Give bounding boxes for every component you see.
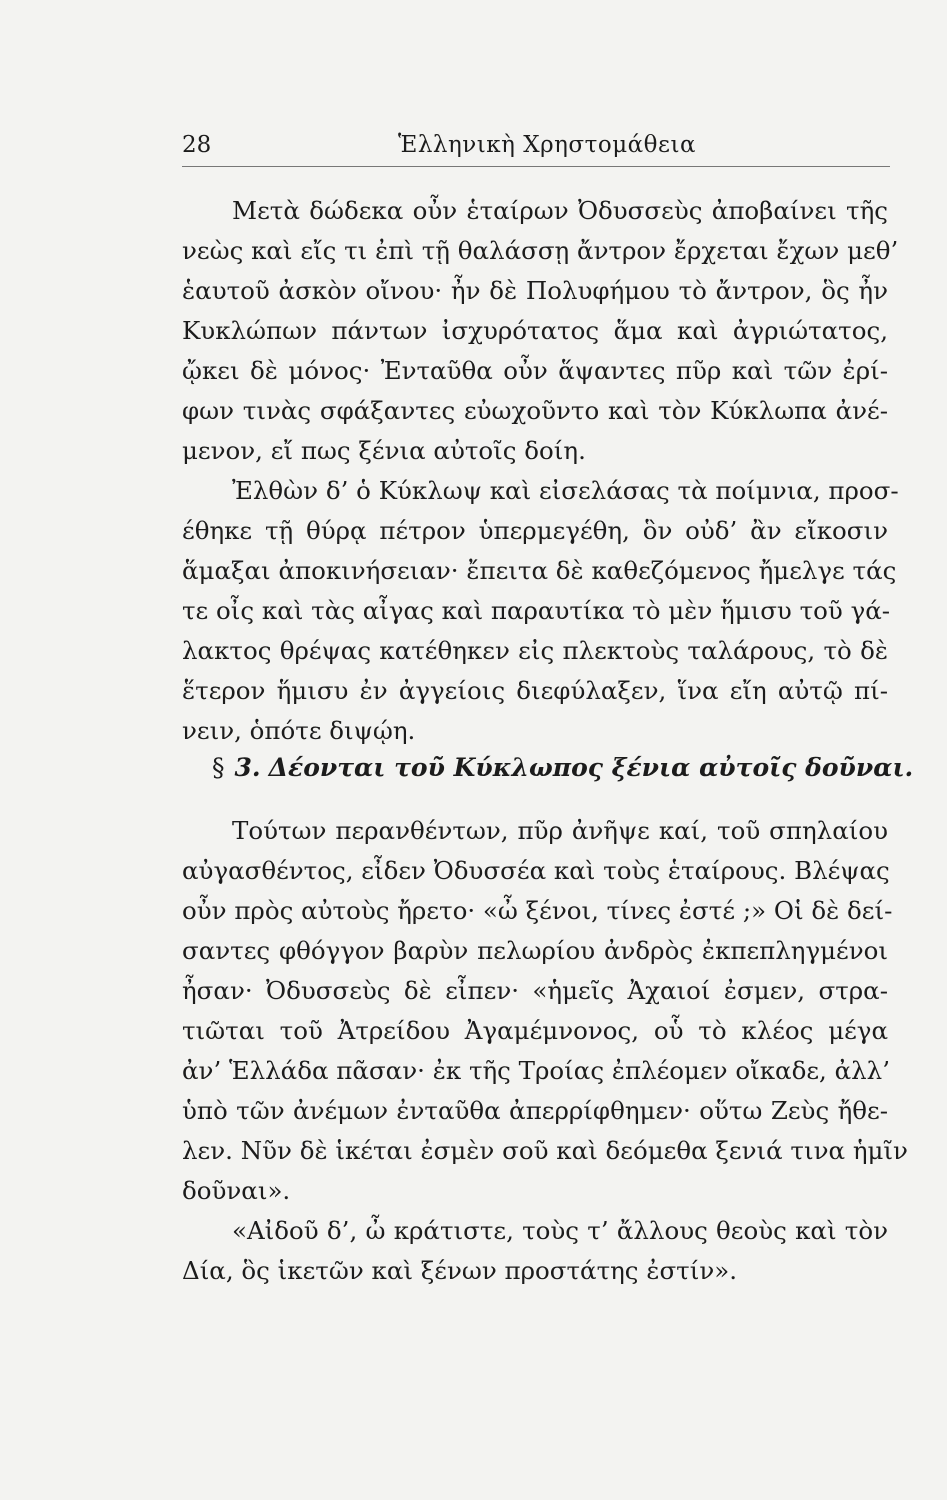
text-line: μενον, εἴ πως ξένια αὐτοῖς δοίη. xyxy=(182,436,586,465)
text-line: ἦσαν· Ὀδυσσεὺς δὲ εἶπεν· «ἡμεῖς Ἀχαιοί ἐσμεν, στρα- xyxy=(182,976,888,1005)
running-title: Ἑλληνικὴ Χρηστομάθεια xyxy=(398,132,696,158)
section-title: Δέονται τοῦ Κύκλωπος ξένια αὐτοῖς δοῦναι. xyxy=(268,753,914,782)
section-symbol: § xyxy=(212,753,225,782)
text-line: Τούτων περανθέντων, πῦρ ἀνῆψε καί, τοῦ σπηλαίου xyxy=(232,816,888,845)
text-line: Κυκλώπων πάντων ἰσχυρότατος ἅμα καὶ ἀγριώτατος, xyxy=(182,316,888,345)
text-line: Μετὰ δώδεκα οὖν ἑταίρων Ὀδυσσεὺς ἀποβαίνει τῆς xyxy=(232,196,888,225)
text-line: έθηκε τῇ θύρᾳ πέτρον ὑπερμεγέθη, ὃν οὐδ’ ἂν εἴκοσιν xyxy=(182,516,888,545)
text-line: νεὼς καὶ εἴς τι ἐπὶ τῇ θαλάσσῃ ἄντρον ἔρχεται ἔχων μεθ’ xyxy=(182,236,899,265)
text-line: δοῦναι». xyxy=(182,1176,291,1205)
text-line: λεν. Νῦν δὲ ἱκέται ἐσμὲν σοῦ καὶ δεόμεθα ξενιά τινα ἡμῖν xyxy=(182,1136,908,1165)
text-line: ἑαυτοῦ ἀσκὸν οἴνου· ἦν δὲ Πολυφήμου τὸ ἄντρον, ὃς ἦν xyxy=(182,276,888,305)
text-line: τιῶται τοῦ Ἀτρείδου Ἀγαμέμνονος, οὗ τὸ κλέος μέγα xyxy=(182,1016,888,1045)
text-line: ἕτερον ἥμισυ ἐν ἀγγείοις διεφύλαξεν, ἵνα εἴη αὐτῷ πί- xyxy=(182,676,888,705)
text-line: φων τινὰς σφάξαντες εὐωχοῦντο καὶ τὸν Κύκλωπα ἀνέ- xyxy=(182,396,888,425)
text-line: τε οἶς καὶ τὰς αἶγας καὶ παραυτίκα τὸ μὲν ἥμισυ τοῦ γά- xyxy=(182,596,891,625)
text-line: νειν, ὁπότε διψῴη. xyxy=(182,716,416,745)
page-header xyxy=(182,126,890,167)
text-line: ᾤκει δὲ μόνος· Ἐνταῦθα οὖν ἅψαντες πῦρ καὶ τῶν ἐρί- xyxy=(182,356,888,385)
section-heading xyxy=(212,748,914,788)
text-line: Δία, ὃς ἱκετῶν καὶ ξένων προστάτης ἐστίν». xyxy=(182,1256,738,1285)
text-line: ὑπὸ τῶν ἀνέμων ἐνταῦθα ἀπερρίφθημεν· οὕτω Ζεὺς ἤθε- xyxy=(182,1096,888,1125)
text-line: «Αἰδοῦ δ’, ὦ κράτιστε, τοὺς τ’ ἄλλους θεοὺς καὶ τὸν xyxy=(232,1216,888,1245)
page-number: 28 xyxy=(182,132,212,158)
text-line: οὖν πρὸς αὐτοὺς ἤρετο· «ὦ ξένοι, τίνες ἐστέ ;» Οἱ δὲ δεί- xyxy=(182,896,893,925)
text-line: ἀν’ Ἑλλάδα πᾶσαν· ἐκ τῆς Τροίας ἐπλέομεν οἴκαδε, ἀλλ’ xyxy=(182,1056,890,1085)
section-number: 3. xyxy=(234,753,261,782)
text-line: ἅμαξαι ἀποκινήσειαν· ἔπειτα δὲ καθεζόμενος ἤμελγε τάς xyxy=(182,556,897,585)
text-line: λακτος θρέψας κατέθηκεν εἰς πλεκτοὺς ταλάρους, τὸ δὲ xyxy=(182,636,888,665)
text-line: σαντες φθόγγον βαρὺν πελωρίου ἀνδρὸς ἐκπεπληγμένοι xyxy=(182,936,888,965)
text-line: αὐγασθέντος, εἶδεν Ὀδυσσέα καὶ τοὺς ἑταίρους. Βλέψας xyxy=(182,856,890,885)
text-line: Ἐλθὼν δ’ ὁ Κύκλωψ καὶ εἰσελάσας τὰ ποίμνια, προσ- xyxy=(232,476,899,505)
